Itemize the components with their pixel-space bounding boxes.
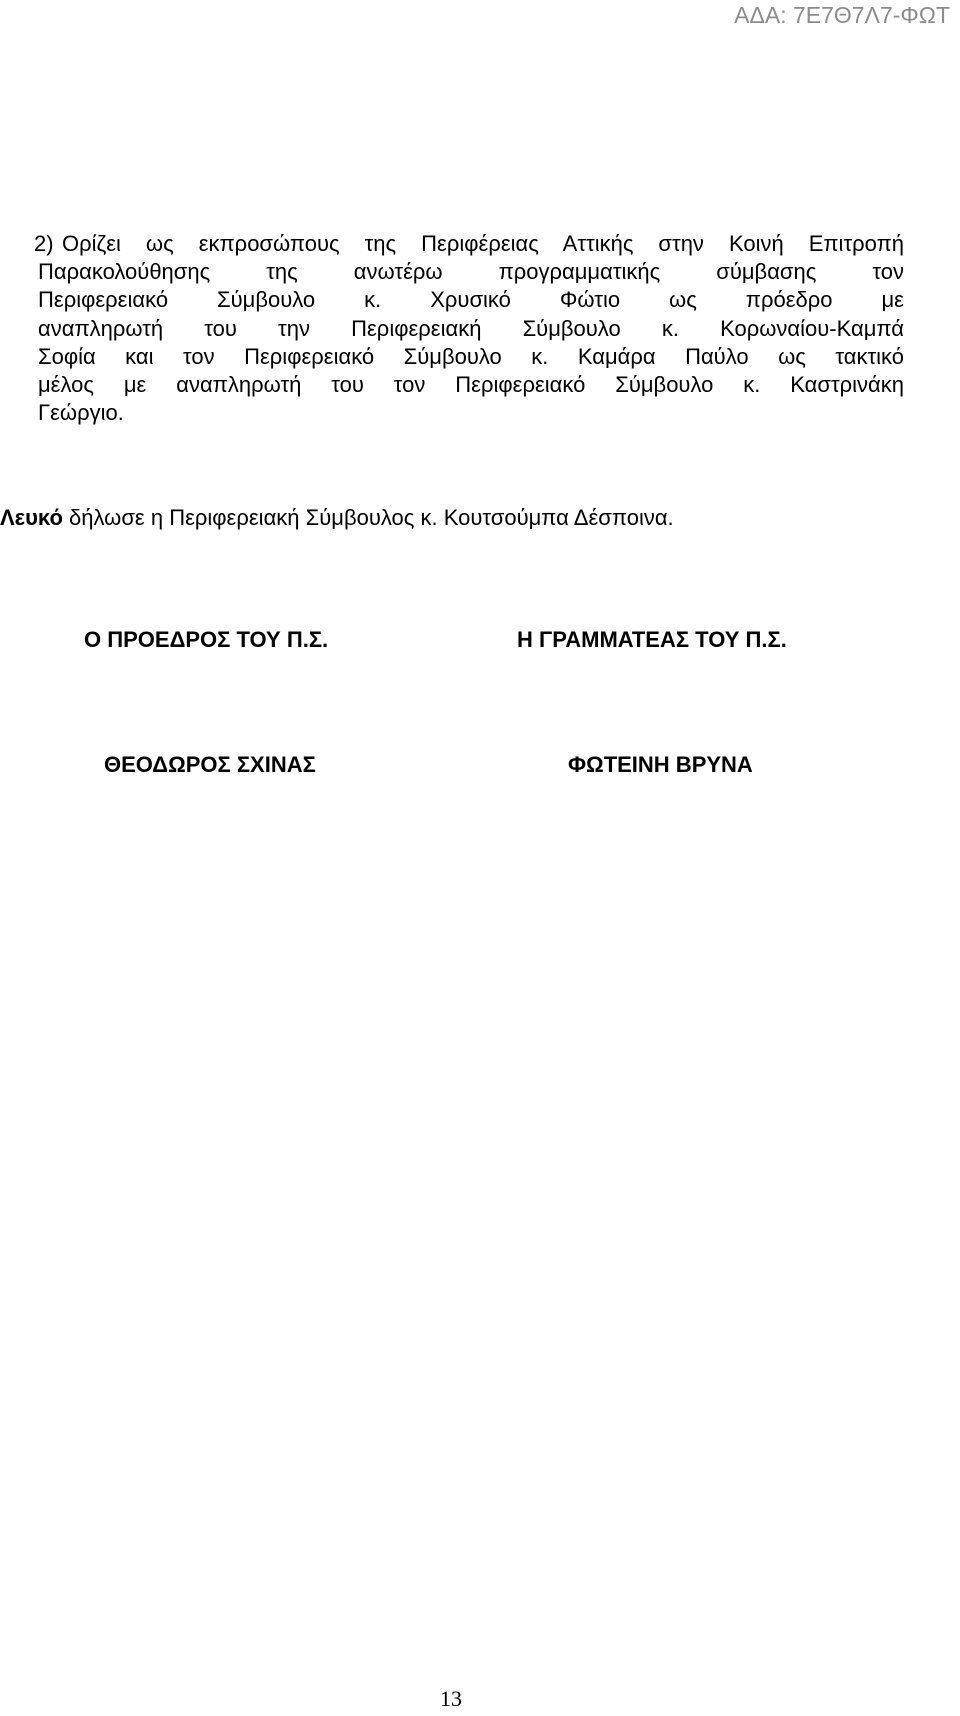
- blank-vote-statement: [0, 503, 674, 533]
- paragraph-line-text: Ορίζει ως εκπροσώπους της Περιφέρειας Αττικής στην Κοινή Επιτροπή: [62, 231, 904, 256]
- paragraph-line: [34, 230, 904, 258]
- paragraph-line: μέλος με αναπληρωτή του τον Περιφερειακό Σύμβουλο κ. Καστρινάκη: [38, 371, 904, 397]
- paragraph-line: Παρακολούθησης της ανωτέρω προγραμματικής σύμβασης τον: [38, 259, 904, 285]
- blank-vote-label: Λευκό: [0, 505, 63, 530]
- page-number: 13: [440, 1686, 462, 1711]
- paragraph-line: αναπληρωτή του την Περιφερειακή Σύμβουλο κ. Κορωναίου-Καμπά: [38, 315, 904, 341]
- paragraph-line: Περιφερειακό Σύμβουλο κ. Χρυσικό Φώτιο ως πρόεδρο με: [38, 287, 904, 313]
- secretary-title: Η ΓΡΑΜΜΑΤΕΑΣ ΤΟΥ Π.Σ.: [517, 627, 787, 652]
- blank-vote-text: δήλωσε η Περιφερειακή Σύμβουλος κ. Κουτσούμπα Δέσποινα.: [62, 505, 674, 530]
- president-name: ΘΕΟΔΩΡΟΣ ΣΧΙΝΑΣ: [104, 752, 316, 777]
- decision-paragraph: [34, 230, 904, 427]
- item-number: 2): [34, 231, 54, 256]
- president-title: Ο ΠΡΟΕΔΡΟΣ ΤΟΥ Π.Σ.: [84, 627, 329, 652]
- secretary-name: ΦΩΤΕΙΝΗ ΒΡΥΝΑ: [568, 752, 753, 777]
- paragraph-line: Σοφία και τον Περιφερειακό Σύμβουλο κ. Καμάρα Παύλο ως τακτικό: [38, 343, 904, 369]
- paragraph-line: Γεώργιο.: [38, 400, 124, 426]
- ada-code: ΑΔΑ: 7Ε7Θ7Λ7-ΦΩΤ: [734, 2, 950, 28]
